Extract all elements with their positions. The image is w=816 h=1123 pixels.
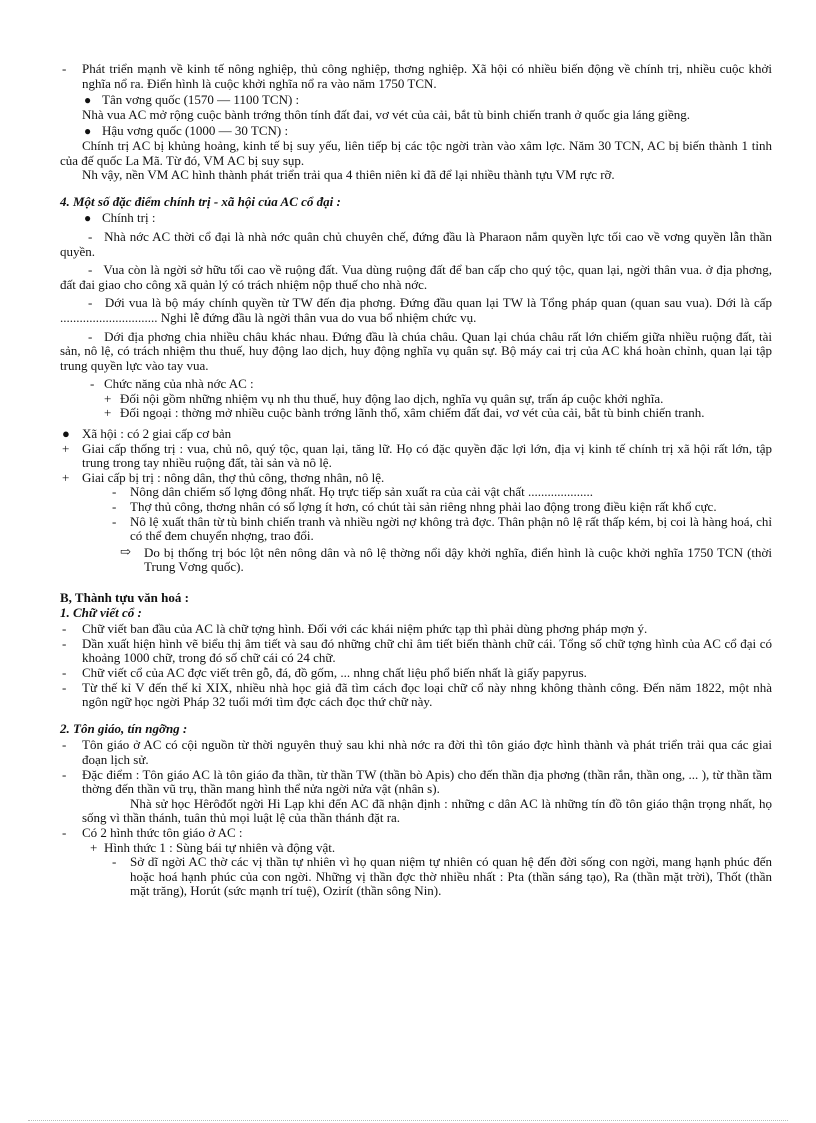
paragraph-ct2: [60, 263, 772, 292]
paragraph-text: Dới địa phơng chia nhiều châu khác nhau. Đứng đầu là chúa châu. Quan lại chúa châu rất lớn chiếm giữa nhiều ruộng đất, tài sản, nô lệ, có trách nhiệm thu thuế, huy động lao dịch, huy động nghĩa vụ quân sự. Bộ máy cai trị của AC khá hoàn chỉnh, quan lại tập trung quyền lực vào tay vua.: [60, 328, 772, 373]
list-item-chuc-nang: [60, 377, 772, 392]
list-item-text: Chữ viết cổ của AC đợc viết trên gỗ, đá, đồ gốm, ... nhng chất liệu phổ biến nhất là giấy papyrus.: [82, 664, 587, 680]
section-heading-b: B, Thành tựu văn hoá :: [60, 590, 189, 605]
dash-marker: -: [62, 635, 67, 651]
paragraph-tan-vuong: Nhà vua AC mở rộng cuộc bành trớng thôn tính đất đai, vơ vét của cải, bắt tù binh chiến tranh ở quốc gia láng giềng.: [82, 106, 691, 122]
section-heading-1: 1. Chữ viết cổ :: [60, 604, 142, 620]
dash-marker: -: [88, 295, 93, 311]
dash-marker: -: [112, 854, 117, 870]
list-item-tg3: [60, 826, 772, 841]
dash-marker: -: [112, 499, 117, 515]
dash-marker: -: [62, 664, 67, 680]
list-item-cv4: [60, 681, 772, 710]
paragraph-text: Phát triển mạnh về kinh tế nông nghiệp, thủ công nghiệp, thơng nghiệp. Xã hội có nhiều biến động về chính trị, nhiều cuộc khởi nghĩa nổ ra. Điển hình là cuộc khởi nghĩa nổ ra vào năm 1750 TCN.: [82, 61, 772, 91]
list-item-tg1: [60, 738, 772, 767]
list-item-conclusion: [100, 543, 772, 575]
arrow-right-icon: ⇨: [120, 543, 131, 559]
list-item-text: Chức năng của nhà nớc AC :: [104, 376, 254, 392]
bullet-chinh-tri: [60, 211, 772, 226]
bullet-icon: ●: [62, 426, 70, 442]
page-bottom-border: [28, 1120, 788, 1121]
list-item-text: Từ thế kỉ V đến thế kỉ XIX, nhiều nhà học giả đã tìm cách đọc loại chữ cổ này nhng không thành công. Đến năm 1822, một nhà ngôn ngữ học ngời Pháp 32 tuổi mới tìm đợc cách đọc thứ chữ này.: [82, 679, 772, 710]
list-item-text: Giai cấp thống trị : vua, chủ nô, quý tộc, quan lại, tăng lữ. Họ có đặc quyền đặc lợi lớn, địa vị kinh tế chính trị xã hội rất lớn, tập trung trong tay nhiều ruộng đất, tài sản và nô lệ.: [82, 440, 772, 471]
bullet-icon: ●: [84, 211, 92, 226]
list-item-text: Đặc điểm : Tôn giáo AC là tôn giáo đa thần, từ thần TW (thần bò Apis) cho đến thần địa phơng (thần rắn, thần ong, ... ), từ thần tầm thờng đến thần vũ trụ, thần mang hình thể nửa ngời nửa vật (nhân s).: [82, 766, 772, 797]
list-item-text: Chữ viết ban đầu của AC là chữ tợng hình. Đối với các khái niệm phức tạp thì phải dùng phơng pháp mợn ý.: [82, 621, 648, 637]
plus-marker: +: [62, 440, 70, 456]
paragraph-hau-vuong: Chính trị AC bị khủng hoảng, kinh tế bị suy yếu, liên tiếp bị các tộc ngời tràn vào xâm lợc. Năm 30 TCN, AC bị biến thành 1 tỉnh của đế quốc La Mã. Từ đó, VM AC bị suy sụp.: [60, 137, 772, 168]
dash-marker: -: [62, 679, 67, 695]
list-item-doi-ngoai: [60, 406, 772, 421]
bullet-icon: ●: [84, 124, 92, 139]
bullet-text: Xã hội : có 2 giai cấp cơ bản: [82, 426, 232, 442]
dash-marker: -: [62, 824, 67, 840]
plus-marker: +: [104, 390, 112, 406]
dash-marker: -: [88, 262, 93, 278]
list-item-text: Nô lệ xuất thân từ tù binh chiến tranh và nhiều ngời nợ không trả đợc. Thân phận nô lệ rất thấp kém, bị coi là hàng hoá, chỉ có thể đem chuyển nhợng, trao đổi.: [130, 513, 772, 544]
paragraph-economy: [60, 62, 772, 91]
paragraph-ct1: [60, 230, 772, 259]
list-item-hinh-thuc-1: [60, 841, 772, 856]
dash-marker: -: [112, 513, 117, 529]
bullet-tan-vuong: [60, 93, 772, 108]
list-item-tg2: [60, 768, 772, 797]
paragraph-text: Nhà nớc AC thời cổ đại là nhà nớc quân chủ chuyên chế, đứng đầu là Pharaon nắm quyền lực tối cao về vơng quyền lẫn thần quyền.: [60, 228, 772, 259]
list-item-tho-thu-cong: [60, 500, 772, 515]
list-item-text: Đối nội gồm những nhiệm vụ nh thu thuế, huy động lao dịch, nghĩa vụ quân sự, trấn áp cuộc khởi nghĩa.: [120, 390, 664, 406]
list-item-cv1: [60, 622, 772, 637]
dash-marker: -: [90, 376, 95, 392]
list-item-text: Giai cấp bị trị : nông dân, thợ thủ công, thơng nhân, nô lệ.: [82, 469, 385, 485]
dash-marker: -: [88, 328, 93, 344]
list-item-text: Nông dân chiếm số lợng đông nhất. Họ trực tiếp sản xuất ra của cải vật chất ....................: [130, 484, 594, 500]
document-page: [60, 62, 772, 899]
list-item-no-le: [60, 515, 772, 544]
section-heading-2: 2. Tôn giáo, tín ngỡng :: [60, 720, 188, 736]
dash-marker: -: [62, 61, 67, 76]
list-item-text: Thợ thủ công, thơng nhân có số lợng ít hơn, có chút tài sản riêng nhng phải lao động trong điều kiện rất khổ cực.: [130, 499, 717, 515]
list-item-nong-dan: [60, 485, 772, 500]
plus-marker: +: [62, 469, 70, 485]
dash-marker: -: [112, 484, 117, 500]
dash-marker: -: [62, 766, 67, 782]
dash-marker: -: [88, 228, 93, 244]
list-item-thong-tri: [60, 442, 772, 471]
bullet-text: Chính trị :: [102, 210, 156, 226]
paragraph-herodot: Nhà sử học Hêrôđốt ngời Hi Lạp khi đến AC đã nhận định : những c dân AC là những tín đồ tôn giáo thận trọng nhất, họ sống vì thần thánh, tuân thủ mọi luật lệ của thần thánh đặt ra.: [82, 795, 772, 826]
list-item-text: Có 2 hình thức tôn giáo ở AC :: [82, 824, 243, 840]
paragraph-ct4: [60, 330, 772, 374]
dash-marker: -: [62, 737, 67, 753]
plus-marker: +: [104, 405, 112, 421]
list-item-text: Tôn giáo ở AC có cội nguồn từ thời nguyên thuỷ sau khi nhà nớc ra đời thì tôn giáo đợc hình thành và phát triển trải qua các giai đoạn lịch sử.: [82, 737, 772, 767]
list-item-ht1a: [60, 855, 772, 899]
bullet-icon: ●: [84, 93, 92, 108]
list-item-doi-noi: [60, 392, 772, 407]
dash-marker: -: [62, 621, 67, 637]
list-item-text: Do bị thống trị bóc lột nên nông dân và nô lệ thờng nổi dậy khởi nghĩa, điển hình là cuộc khởi nghĩa 1750 TCN (thời Trung Vơng quốc).: [144, 544, 772, 575]
bullet-text: Hậu vơng quốc (1000 — 30 TCN) :: [102, 123, 289, 139]
section-heading-4: 4. Một số đặc điểm chính trị - xã hội của AC cổ đại :: [60, 193, 341, 209]
bullet-xa-hoi: [60, 427, 772, 442]
paragraph-ct3: [60, 296, 772, 325]
list-item-text: Hình thức 1 : Sùng bái tự nhiên và động vật.: [104, 839, 336, 855]
paragraph-summary: Nh vậy, nền VM AC hình thành phát triển trải qua 4 thiên niên kỉ đã để lại nhiều thành tựu VM rực rỡ.: [82, 167, 615, 183]
list-item-cv2: [60, 637, 772, 666]
list-item-bi-tri: [60, 471, 772, 486]
bullet-text: Tân vơng quốc (1570 — 1100 TCN) :: [102, 92, 300, 108]
list-item-cv3: [60, 666, 772, 681]
paragraph-text: Vua còn là ngời sở hữu tối cao về ruộng đất. Vua dùng ruộng đất để ban cấp cho quý tộc, quan lại, ngời thân vua. ở địa phơng, đất đai giao cho công xã quản lý có trách nhiệm nộp thuế cho nhà nớc.: [60, 262, 773, 292]
paragraph-text: Dới vua là bộ máy chính quyền từ TW đến địa phơng. Đứng đầu quan lại TW là Tổng pháp quan (quan sau vua). Dới là cấp .............................. Nghi lễ đứng đầu là ngời thân vua do vua bổ nhiệm chức vụ.: [60, 295, 772, 325]
list-item-text: Dần xuất hiện hình vẽ biểu thị âm tiết và sau đó những chữ chỉ âm tiết biến thành chữ cái. Tổng số chữ tợng hình của AC cổ đại có khoảng 1000 chữ, trong đó số chữ cái có 24 chữ.: [82, 635, 772, 666]
list-item-text: Sở dĩ ngời AC thờ các vị thần tự nhiên vì họ quan niệm tự nhiên có quan hệ đến đời sống con ngời, mang hạnh phúc đến hoặc hoá hạnh phúc của con ngời. Những vị thần đợc thờ nhiều nhất : Pta (thần sáng tạo), Ra (thần mặt trời), Thốt (thần mặt trăng), Horút (sức mạnh trí tuệ), Ozirít (thần sông Nin).: [130, 854, 772, 899]
bullet-hau-vuong: [60, 124, 772, 139]
plus-marker: +: [90, 839, 98, 855]
list-item-text: Đối ngoại : thờng mở nhiều cuộc bành trớng lãnh thổ, xâm chiếm đất đai, vơ vét của cải, bắt tù binh chiến tranh.: [120, 405, 705, 421]
